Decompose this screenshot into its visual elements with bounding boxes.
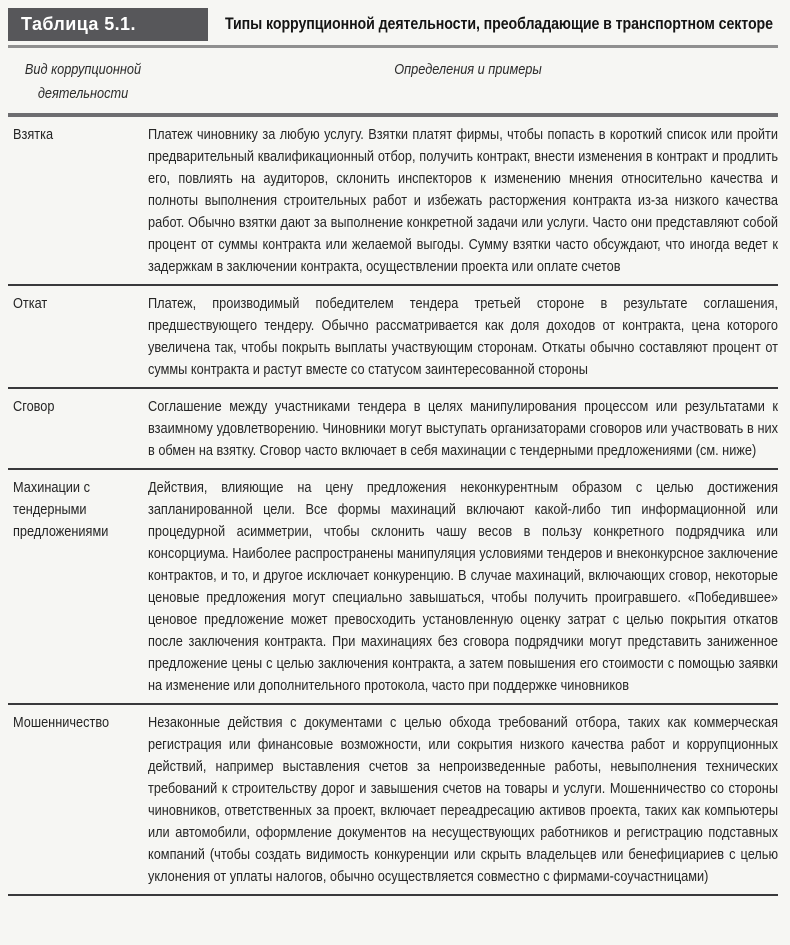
row-definition-cell bbox=[148, 124, 778, 278]
row-definition-text: Платеж, производимый победителем тендера третьей стороне в результате соглашения, предшествующего тендеру. Обычно рассматривается как доля доходов от контракта, цена которого увеличена так, чтобы покрыть выплаты участвующим сторонам. Откаты обычно составляют процент от суммы контракта и растут вместе со статусом заинтересованной стороны bbox=[148, 295, 779, 378]
row-definition-text: Незаконные действия с документами с целью обхода требований отбора, таких как коммерческая регистрация или финансовые возможности, или сокрытия низкого качества работ и коррупционных действий, например выставления счетов за непроизведенные работы, невыполнения технических требований к строительству дорог и завышения счетов на товары и услуги. Мошенничество со стороны чиновников, ответственных за проект, включает переадресацию активов проекта, таких как компьютеры или автомобили, оформление документов на несуществующих работников и регистрацию подставных компаний (чтобы создать видимость конкуренции или скрыть владельцев или бенефициариев с целью уклонения от уплаты налогов, обычно осуществляется совместно с фирмами-соучастницами) bbox=[148, 714, 779, 885]
row-type-label: Мошенничество bbox=[13, 714, 110, 731]
row-type-label: Взятка bbox=[13, 126, 54, 143]
row-definition-cell bbox=[148, 712, 778, 888]
row-type-cell bbox=[8, 396, 148, 462]
row-type-cell bbox=[8, 477, 148, 697]
row-type-cell bbox=[8, 124, 148, 278]
column-header-definitions-label: Определения и примеры bbox=[394, 61, 542, 78]
row-type-label: Махинации с тендерными предложениями bbox=[13, 479, 109, 540]
column-headers bbox=[8, 58, 778, 106]
row-definition-text: Действия, влияющие на цену предложения неконкурентным образом с целью достижения запланированной цели. Все формы махинаций включают какой-либо тип информационной или процедурной асимметрии, чтобы склонить чашу весов в пользу конкретного подрядчика или консорциума. Наиболее распространены манипуляция условиями тендеров и внеконкурсное заключение контрактов, и то, и другое исключает конкуренцию. В случае махинаций, включающих сговор, некоторые ценовые предложения могут специально завышаться, чтобы получить проигравшего. «Победившее» ценовое предложение может превосходить установленную оценку затрат с целью покрытия откатов после заключения контракта. При махинациях без сговора подрядчики могут представить заниженное предложение цены с целью заключения контракта, а затем повышения его стоимости с помощью заявки на изменение или дополнительного протокола, часто при поддержке чиновников bbox=[148, 479, 779, 694]
row-definition-text: Платеж чиновнику за любую услугу. Взятки платят фирмы, чтобы попасть в короткий список или пройти предварительный квалификационный отбор, получить контракт, внести изменения в контракт и продлить его, повлиять на аудиторов, склонить инспекторов к изменению мнения относительно качества и полноты выполнения строительных работ и избежать расторжения контракта из-за низкого качества работ. Обычно взятки дают за выполнение конкретной задачи или услуги. Часто они представляют собой процент от суммы контракта или желаемой выгоды. Сумму взятки часто обсуждают, что иногда ведет к задержкам в заключении контракта, осуществлении проекта или оплате счетов bbox=[148, 126, 779, 275]
row-type-label: Откат bbox=[13, 295, 48, 312]
table-number-badge bbox=[8, 8, 208, 41]
table-row bbox=[8, 389, 778, 470]
column-header-type-label: Вид коррупционной деятельности bbox=[24, 61, 142, 102]
table-body bbox=[8, 117, 778, 896]
row-type-cell bbox=[8, 293, 148, 381]
row-definition-cell bbox=[148, 396, 778, 462]
row-definition-cell bbox=[148, 477, 778, 697]
title-rule-divider bbox=[8, 45, 778, 48]
table-row bbox=[8, 705, 778, 896]
table-row bbox=[8, 286, 778, 389]
row-type-cell bbox=[8, 712, 148, 888]
table-title-wrap bbox=[225, 15, 790, 34]
column-header-type bbox=[8, 58, 158, 106]
row-type-label: Сговор bbox=[13, 398, 55, 415]
table-number-label: Таблица 5.1. bbox=[21, 14, 136, 34]
table-title: Типы коррупционной деятельности, преобладающие в транспортном секторе bbox=[225, 15, 773, 33]
column-header-definitions bbox=[158, 58, 778, 106]
row-definition-text: Соглашение между участниками тендера в целях манипулирования процессом или результатами к взаимному удовлетворению. Чиновники могут выступать организаторами сговоров или участвовать в них в обмен на взятку. Сговор часто включает в себя махинации с тендерными предложениями (см. ниже) bbox=[148, 398, 779, 459]
table-row bbox=[8, 470, 778, 705]
table-caption bbox=[8, 8, 778, 41]
table-row bbox=[8, 117, 778, 286]
row-definition-cell bbox=[148, 293, 778, 381]
